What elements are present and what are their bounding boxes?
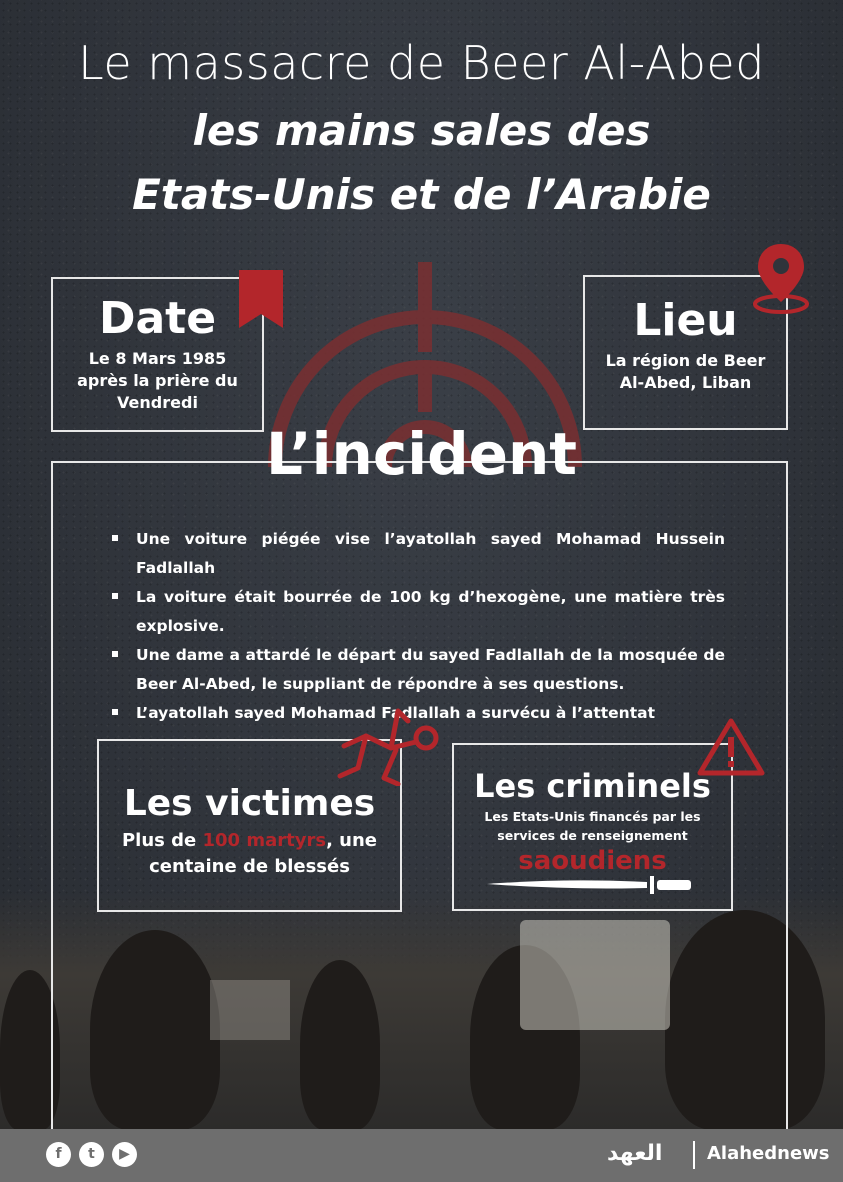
list-item: L’ayatollah sayed Mohamad Fadlallah a survécu à l’attentat xyxy=(112,699,725,728)
alahed-logo: العهد xyxy=(607,1141,663,1166)
date-line3: Vendredi xyxy=(117,393,198,412)
lieu-line2: Al-Abed, Liban xyxy=(619,373,752,392)
bookmark-ribbon-icon xyxy=(239,270,283,328)
list-item: Une dame a attardé le départ du sayed Fadlallah de la mosquée de Beer Al-Abed, le suppliant de répondre à ses questions. xyxy=(112,641,725,699)
facebook-icon[interactable]: f xyxy=(46,1142,71,1167)
body-outline-icon xyxy=(336,706,444,786)
incident-heading xyxy=(0,420,843,488)
criminels-heading: Les criminels xyxy=(474,767,711,805)
date-box xyxy=(51,277,264,432)
sword-icon xyxy=(487,876,693,894)
location-pin-icon xyxy=(752,242,810,314)
lieu-line1: La région de Beer xyxy=(605,351,766,370)
victimes-text-after: , une xyxy=(326,830,378,851)
youtube-icon[interactable]: ▶ xyxy=(112,1142,137,1167)
victimes-heading: Les victimes xyxy=(123,783,376,824)
brand-name: Alahednews xyxy=(707,1143,830,1164)
criminels-line1: Les Etats-Unis financés par les xyxy=(484,809,701,824)
criminels-line2: services de renseignement xyxy=(497,828,688,843)
subtitle-line1: les mains sales des xyxy=(192,106,651,155)
warning-icon xyxy=(696,717,766,777)
subtitle-line2: Etats-Unis et de l’Arabie xyxy=(132,170,711,219)
criminels-text xyxy=(454,807,731,845)
footer-divider xyxy=(693,1141,695,1169)
list-item: Une voiture piégée vise l’ayatollah sayed Mohamad Hussein Fadlallah xyxy=(112,525,725,583)
list-item: La voiture était bourrée de 100 kg d’hexogène, une matière très explosive. xyxy=(112,583,725,641)
victimes-highlight: 100 martyrs xyxy=(202,830,327,851)
twitter-icon[interactable]: t xyxy=(79,1142,104,1167)
date-line2: après la prière du xyxy=(77,371,238,390)
date-text xyxy=(53,348,262,414)
victimes-text xyxy=(99,828,400,880)
date-line1: Le 8 Mars 1985 xyxy=(88,349,227,368)
victimes-text-before: Plus de xyxy=(121,830,203,851)
lieu-text xyxy=(585,350,786,394)
incident-bullet-list xyxy=(112,525,725,728)
footer-bar xyxy=(0,1129,843,1182)
incident-heading-text: L’incident xyxy=(266,420,577,488)
victimes-line2: centaine de blessés xyxy=(149,856,350,877)
lieu-heading: Lieu xyxy=(633,295,738,346)
date-heading: Date xyxy=(98,293,217,344)
main-title: Le massacre de Beer Al-Abed xyxy=(78,36,765,90)
criminels-highlight: saoudiens xyxy=(518,846,667,876)
